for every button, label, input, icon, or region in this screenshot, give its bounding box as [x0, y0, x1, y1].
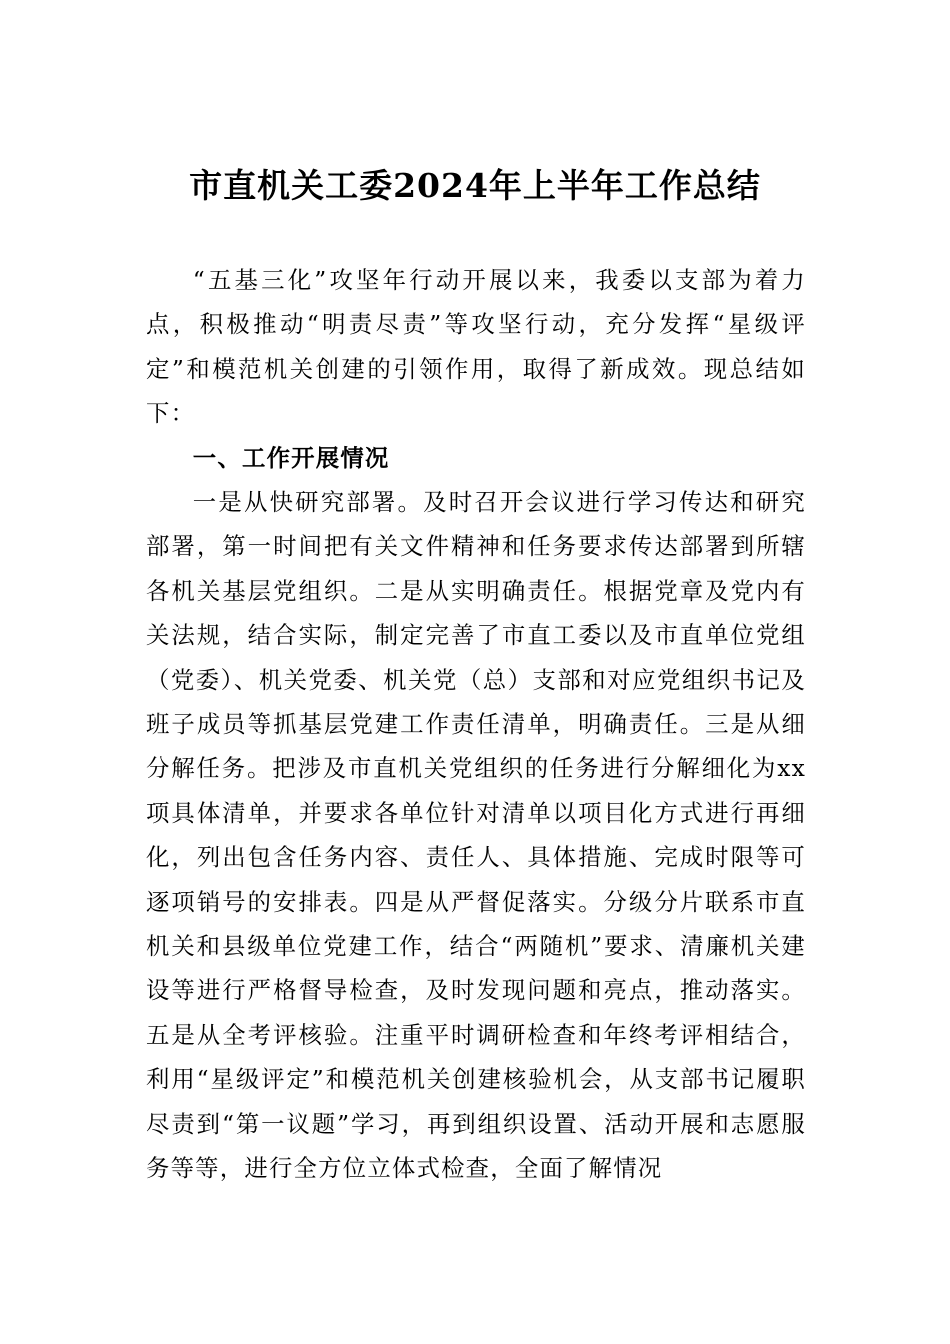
document-title: 市直机关工委2024年上半年工作总结: [189, 166, 761, 205]
section-paragraph: 一是从快研究部署。及时召开会议进行学习传达和研究部署，第一时间把有关文件精神和任务要求传达部署到所辖各机关基层党组织。二是从实明确责任。根据党章及党内有关法规，结合实际，制定完善了市直工委以及市直单位党组（党委）、机关党委、机关党（总）支部和对应党组织书记及班子成员等抓基层党建工作责任清单，明确责任。三是从细分解任务。把涉及市直机关党组织的任务进行分解细化为xx项具体清单，并要求各单位针对清单以项目化方式进行再细化，列出包含任务内容、责任人、具体措施、完成时限等可逐项销号的安排表。四是从严督促落实。分级分片联系市直机关和县级单位党建工作，结合“两随机”要求、清廉机关建设等进行严格督导检查，及时发现问题和亮点，推动落实。五是从全考评核验。注重平时调研检查和年终考评相结合，利用“星级评定”和模范机关创建核验机会，从支部书记履职尽责到“第一议题”学习，再到组织设置、活动开展和志愿服务等等，进行全方位立体式检查，全面了解情况: [146, 488, 806, 1183]
section-heading: 一、工作开展情况: [192, 444, 390, 472]
intro-paragraph: “五基三化”攻坚年行动开展以来，我委以支部为着力点，积极推动“明责尽责”等攻坚行动，充分发挥“星级评定”和模范机关创建的引领作用，取得了新成效。现总结如下：: [146, 266, 806, 428]
